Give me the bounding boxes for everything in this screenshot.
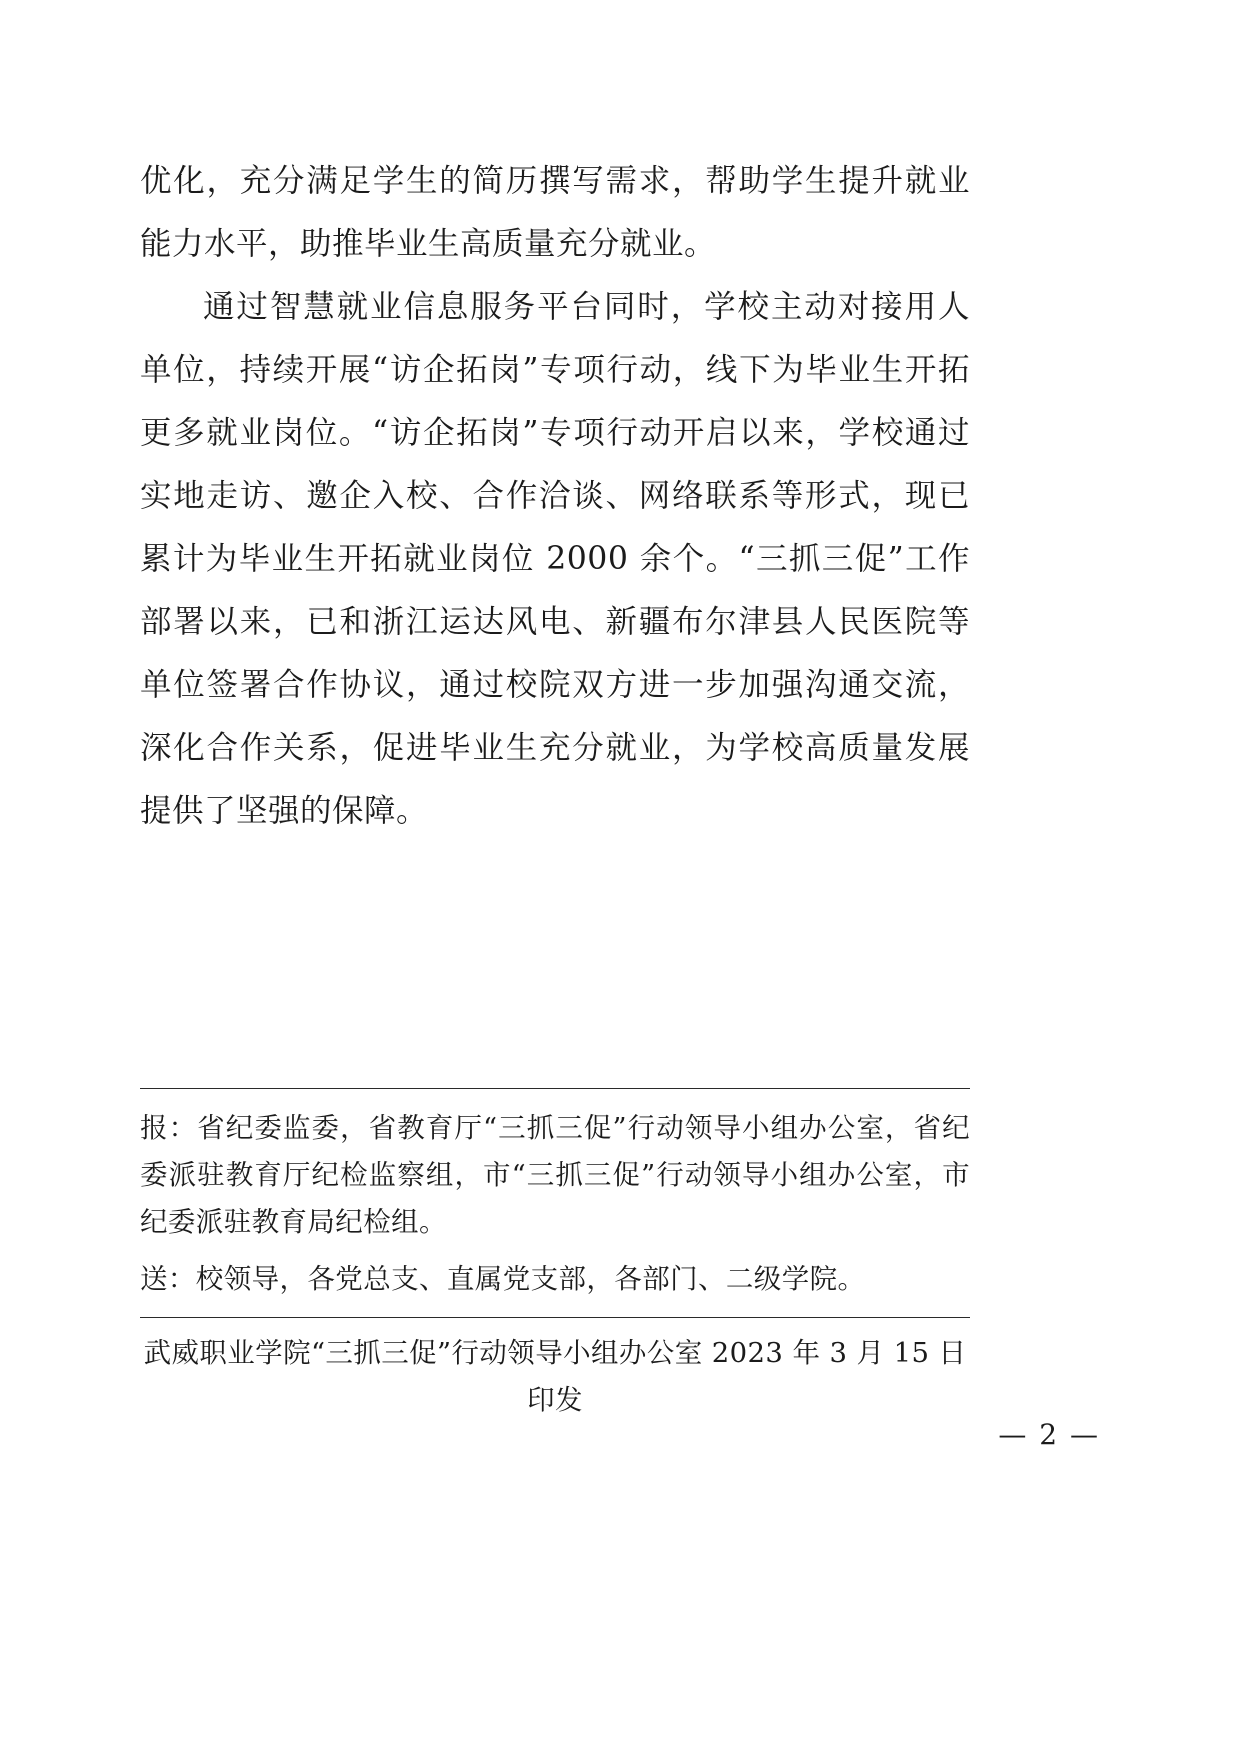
- footer-report-block: [140, 1089, 970, 1303]
- footer-report-line: 报：省纪委监委，省教育厅“三抓三促”行动领导小组办公室，省纪委派驻教育厅纪检监察组，市“三抓三促”行动领导小组办公室，市纪委派驻教育局纪检组。: [140, 1112, 970, 1238]
- body-paragraph: 通过智慧就业信息服务平台同时，学校主动对接用人单位，持续开展“访企拓岗”专项行动，线下为毕业生开拓更多就业岗位。“访企拓岗”专项行动开启以来，学校通过实地走访、邀企入校、合作洽谈、网络联系等形式，现已累计为毕业生开拓就业岗位 2000 余个。“三抓三促”工作部署以来，已和浙江运达风电、新疆布尔津县人民医院等单位签署合作协议，通过校院双方进一步加强沟通交流，深化合作关系，促进毕业生充分就业，为学校高质量发展提供了坚强的保障。: [140, 289, 970, 829]
- footer-issuer-line: 武威职业学院“三抓三促”行动领导小组办公室 2023 年 3 月 15 日印发: [143, 1337, 967, 1416]
- document-body: [140, 150, 970, 843]
- footer-send-line: 送：校领导，各党总支、直属党支部，各部门、二级学院。: [140, 1263, 866, 1295]
- body-paragraph: 优化，充分满足学生的简历撰写需求，帮助学生提升就业能力水平，助推毕业生高质量充分就业。: [140, 163, 970, 262]
- document-footer: [140, 1088, 970, 1424]
- page-number: — 2 —: [998, 1418, 1100, 1451]
